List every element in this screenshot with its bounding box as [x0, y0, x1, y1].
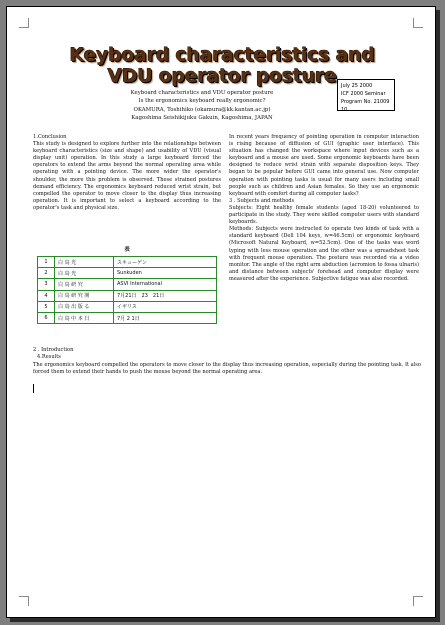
program-info-box	[337, 79, 395, 111]
info-table-block	[37, 247, 217, 324]
table-row	[38, 290, 217, 301]
row-name: 白 鳥 研 究	[55, 279, 114, 290]
table-row	[38, 312, 217, 323]
table-row	[38, 301, 217, 312]
paper-affiliation: Kagoshima Seishikijuku Gakuin, Kagoshima, JAPAN	[131, 115, 273, 122]
paper-header	[77, 89, 327, 123]
document-title-line-2: VDU operator posture	[107, 65, 337, 87]
background-body: In recent years frequency of pointing operation in computer interaction is rising because of diffusion of GUI (graphic user interface). This situation has changed the workspace where input devices such as a keyboard and a mouse are used. Some ergonomic keyboards have been designed to reduce wrist strain with separate disposition keys. They began to be popular before GUI came into general use. Now computer operation with pointing tasks is usual for many users including small people such as children and Asian females. So they use an ergonomic keyboard with comfort during all computer tasks?	[229, 134, 419, 197]
row-number: 4	[38, 290, 55, 301]
crop-mark-bottom-left	[19, 596, 29, 606]
left-column	[33, 134, 221, 212]
document-page[interactable]	[6, 6, 436, 618]
page-shadow-right	[436, 10, 440, 621]
text-cursor	[33, 384, 34, 393]
row-name: 白 鳥 研 究 開	[55, 290, 114, 301]
paper-subtitle: Keyboard characteristics and VDU operator posture	[130, 90, 274, 96]
program-number: Program No. 21009 10	[341, 99, 390, 113]
table-row	[38, 257, 217, 268]
row-name: 白 鳥 出 版 る	[55, 301, 114, 312]
introduction-heading: 2 . Introduction	[33, 347, 74, 353]
row-number: 6	[38, 312, 55, 323]
page-shadow-bottom	[10, 618, 440, 622]
crop-mark-top-left	[19, 18, 29, 28]
document-title-line-1: Keyboard characteristics and	[69, 44, 375, 66]
row-value: Sunkuden	[114, 268, 217, 279]
row-value: 7月21日 23 21日	[114, 290, 217, 301]
program-date: July 25 2000	[341, 83, 373, 89]
row-number: 2	[38, 268, 55, 279]
methods-heading: 3 . Subjects and methods	[229, 197, 295, 204]
row-name: 白 鳥 光	[55, 268, 114, 279]
subjects-body: Subjects: Eight healthy female students (aged 18-20) volunteered to participate in the study. They were skilled computer users with standard keyboards.	[229, 204, 419, 226]
row-number: 1	[38, 257, 55, 268]
table-caption: 表	[124, 247, 130, 253]
row-value: イギリス	[114, 301, 217, 312]
conclusion-body: This study is designed to explore further into the relationships between keyboard characteristics (size and shape) and usability of VDU (visual display unit) operation. In this study a large keyboard forced the operators to extend the arms beyond the normal operating area while operating with a pointing device. The more wider the operator's shoulder, the more this problem is observed. These strained postures demand efficiency. The ergonomics keyboard reduced wrist strain, but compelled the operator to move closer to the display thus increasing operation. It is important to select a keyboard according to the operator's task and physical size.	[33, 141, 221, 211]
row-name: 白 鳥 中 本 日	[55, 312, 114, 323]
results-heading: 4.Results	[37, 354, 61, 360]
methods-body: Methods: Subjects were instructed to operate two kinds of task with a standard keyboard (Dell 104 keys, w=46.5cm) or ergonomic keyboard (Microsoft Natural Keyboard, w=52.5cm). One of the tasks was word typing with less mouse operation and the other was a spreadsheet task with frequent mouse operation. The posture was recorded via a video monitor. The angle of the right arm abduction (acromion to fossa ulnaris) and distance between subjects' forehead and computer display were measured after the experience. Subjective fatigue was also recorded.	[229, 226, 419, 282]
row-value: 7月 2 1日	[114, 312, 217, 323]
row-number: 3	[38, 279, 55, 290]
crop-mark-top-right	[413, 18, 423, 28]
right-column	[229, 134, 419, 283]
row-name: 白 鳥 光	[55, 257, 114, 268]
paper-question: Is the ergonomics keyboard really ergonomic?	[138, 98, 266, 105]
table-row	[38, 279, 217, 290]
row-value: ASVI International	[114, 279, 217, 290]
info-table	[37, 256, 217, 324]
row-value: スキューゲン	[114, 257, 217, 268]
program-seminar: ICF 2000 Seminar	[341, 91, 386, 97]
results-body: The ergonomics keyboard compelled the operators to move closer to the display thus increasing operation, especially during the pointing task. It also forced them to extend their hands to push the mouse beyond the normal operating area.	[33, 362, 421, 376]
table-row	[38, 268, 217, 279]
paper-author: OKAMURA, Toshihiko (okamura@kk.kantan.ac.jp)	[133, 106, 271, 113]
row-number: 5	[38, 301, 55, 312]
crop-mark-bottom-right	[413, 596, 423, 606]
conclusion-heading: 1.Conclusion	[33, 134, 67, 140]
